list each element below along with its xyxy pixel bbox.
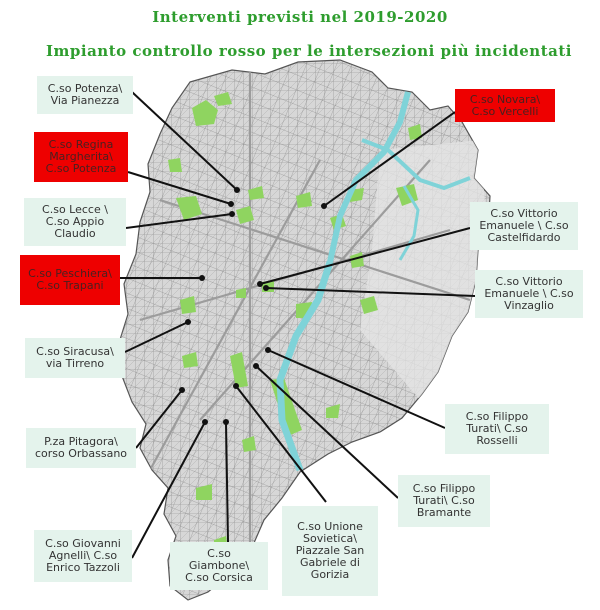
label-turati-rosselli: C.so Filippo Turati\ C.so Rosselli	[445, 404, 549, 454]
marker-peschiera-trapani	[199, 275, 205, 281]
map-title: Interventi previsti nel 2019-2020	[152, 8, 448, 26]
marker-novara-vercelli	[321, 203, 327, 209]
marker-lecce-appio	[229, 211, 235, 217]
label-lecce-appio: C.so Lecce \ C.so Appio Claudio	[24, 198, 126, 246]
marker-potenza-pianezza	[234, 187, 240, 193]
marker-siracusa-tirreno	[185, 319, 191, 325]
marker-pitagora-orbassano	[179, 387, 185, 393]
marker-vittorio-castelfidardo	[257, 281, 263, 287]
marker-regina-potenza	[228, 201, 234, 207]
marker-vittorio-vinzaglio	[263, 285, 269, 291]
label-novara-vercelli: C.so Novara\ C.so Vercelli	[455, 89, 555, 122]
marker-unione-gorizia	[233, 383, 239, 389]
label-regina-potenza: C.so Regina Margherita\ C.so Potenza	[34, 132, 128, 182]
marker-turati-rosselli	[265, 347, 271, 353]
label-vittorio-vinzaglio: C.so Vittorio Emanuele \ C.so Vinzaglio	[475, 270, 583, 318]
marker-turati-bramante	[253, 363, 259, 369]
label-pitagora-orbassano: P.za Pitagora\ corso Orbassano	[26, 428, 136, 468]
label-peschiera-trapani: C.so Peschiera\ C.so Trapani	[20, 255, 120, 305]
marker-agnelli-tazzoli	[202, 419, 208, 425]
label-siracusa-tirreno: C.so Siracusa\ via Tirreno	[25, 338, 125, 378]
marker-giambone-corsica	[223, 419, 229, 425]
label-turati-bramante: C.so Filippo Turati\ C.so Bramante	[398, 475, 490, 527]
label-potenza-pianezza: C.so Potenza\ Via Pianezza	[37, 76, 133, 114]
label-giambone-corsica: C.so Giambone\ C.so Corsica	[170, 542, 268, 590]
label-agnelli-tazzoli: C.so Giovanni Agnelli\ C.so Enrico Tazzoli	[34, 530, 132, 582]
label-unione-gorizia: C.so Unione Sovietica\ Piazzale San Gabriele di Gorizia	[282, 506, 378, 596]
label-vittorio-castelfidardo: C.so Vittorio Emanuele \ C.so Castelfidardo	[470, 202, 578, 250]
map-subtitle: Impianto controllo rosso per le intersezioni più incidentati	[46, 42, 572, 60]
